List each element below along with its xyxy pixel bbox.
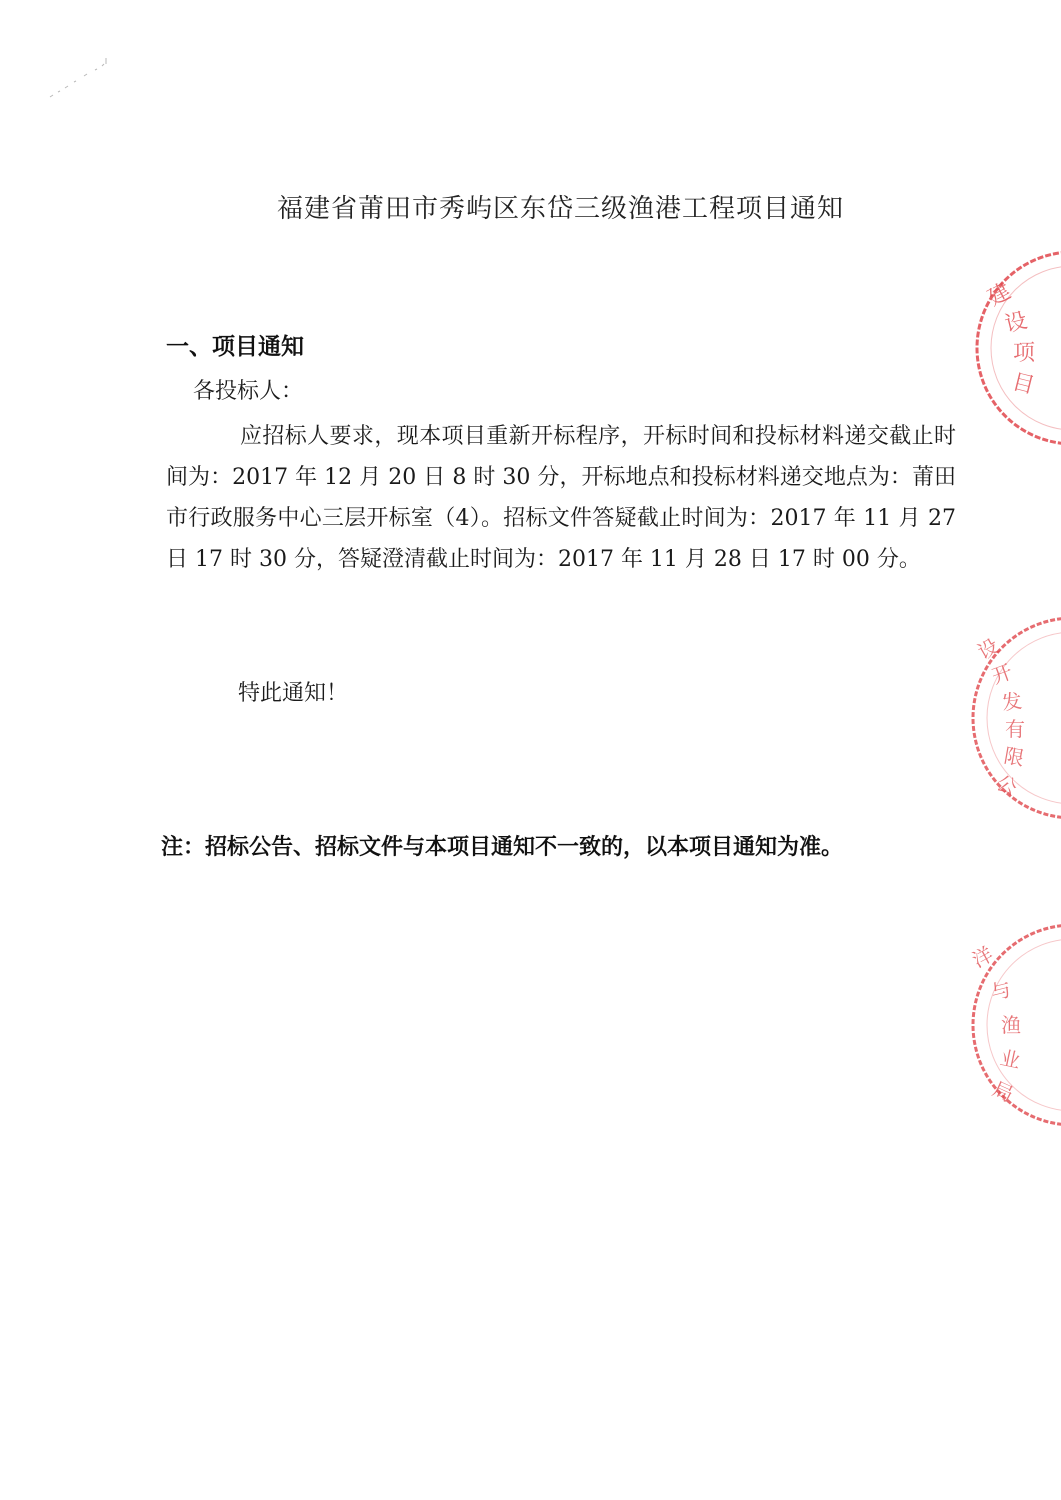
salutation: 各投标人： — [193, 379, 304, 404]
official-seal-2 — [955, 612, 1061, 824]
svg-text:设: 设 — [1002, 308, 1030, 338]
section-heading: 一、项目通知 — [166, 334, 304, 360]
notice-body: 应招标人要求，现本项目重新开标程序，开标时间和投标材料递交截止时间为：2017 年 12 月 20 日 8 时 30 分，开标地点和投标材料递交地点为：莆田市行政服务中心三层开标室（4）。招标文件答疑截止时间为：2017 年 11 月 27 日 17 时 30 分，答疑澄清截止时间为：2017 年 11 月 28 日 17 时 00 分。 — [166, 424, 956, 572]
svg-text:有: 有 — [1005, 717, 1025, 741]
official-seal-1 — [955, 248, 1061, 448]
svg-text:业: 业 — [997, 1045, 1023, 1074]
svg-text:项: 项 — [1013, 341, 1036, 366]
svg-text:洋: 洋 — [968, 941, 998, 973]
official-seal-3 — [955, 918, 1061, 1132]
svg-text:开: 开 — [988, 659, 1016, 689]
footnote: 注：招标公告、招标文件与本项目通知不一致的，以本项目通知为准。 — [161, 835, 844, 860]
svg-text:设: 设 — [973, 633, 1003, 665]
svg-text:限: 限 — [1002, 743, 1026, 771]
svg-text:与: 与 — [988, 976, 1014, 1005]
svg-text:公: 公 — [993, 770, 1021, 801]
closing-remark: 特此通知！ — [238, 681, 349, 706]
svg-text:发: 发 — [1000, 688, 1024, 715]
scan-smudge — [40, 52, 120, 112]
svg-text:局: 局 — [988, 1076, 1017, 1107]
svg-text:建: 建 — [984, 278, 1016, 312]
document-title: 福建省莆田市秀屿区东岱三级渔港工程项目通知 — [276, 194, 844, 224]
svg-text:目: 目 — [1009, 369, 1037, 400]
svg-text:渔: 渔 — [1001, 1013, 1021, 1037]
